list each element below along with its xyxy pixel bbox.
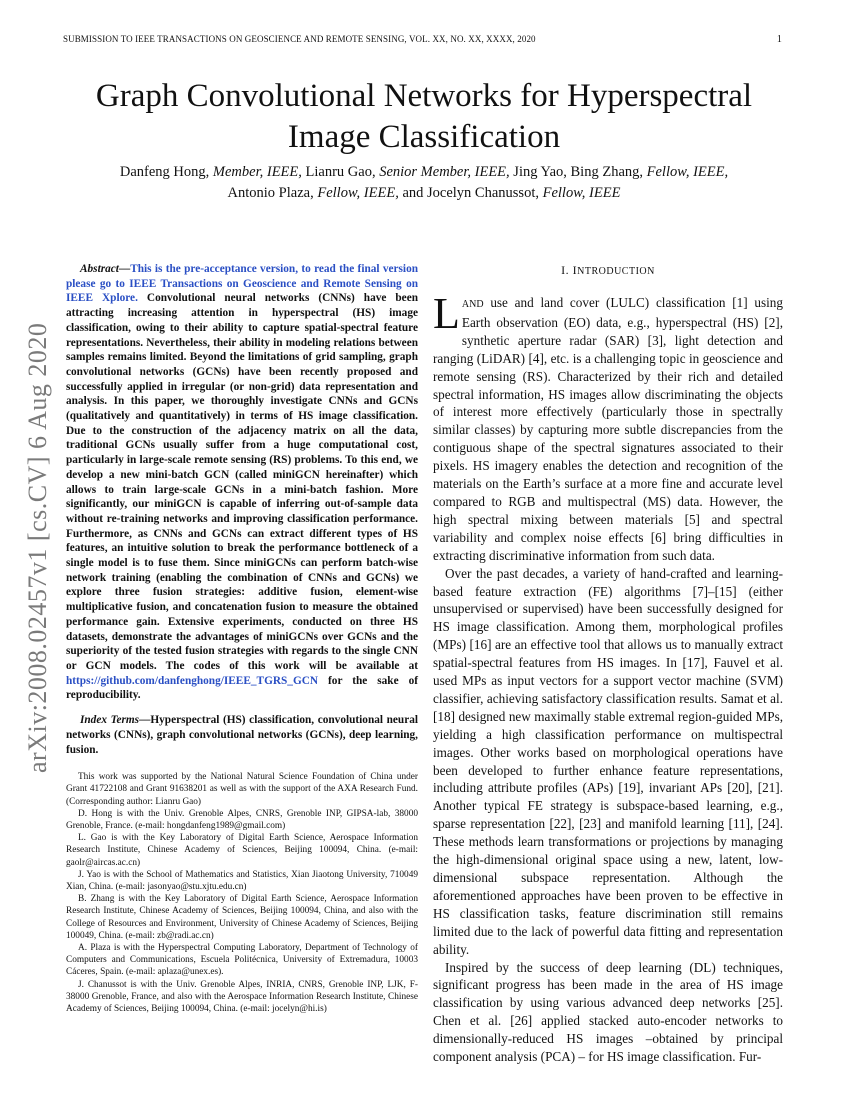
author-list	[63, 162, 785, 204]
abstract: Abstract—This is the pre-acceptance version, to read the final version please go to IEEE Transactions on Geoscience and Remote Sensing on IEEE Xplore. Convolutional neural networks (CNNs) have been attracting increasing attention in hyperspectral (HS) image classification, owing to their ability to capture spatial-spectral feature representations. Nevertheless, their ability in modeling relations between samples remains limited. Beyond the limitations of grid sampling, graph convolutional networks (GCNs) have been recently proposed and successfully applied in irregular (or non-grid) data representation and analysis. In this paper, we thoroughly investigate CNNs and GCNs (qualitatively and quantitatively) in terms of HS image classification. Due to the construction of the adjacency matrix on all the data, traditional GCNs usually suffer from a huge computational cost, particularly in large-scale remote sensing (RS) problems. To this end, we develop a new mini-batch GCN (called miniGCN hereinafter) which allows to train large-scale GCNs in a mini-batch fashion. More significantly, our miniGCN is capable of inferring out-of-sample data without re-training networks and improving classification performance. Furthermore, as CNNs and GCNs can extract different types of HS features, an intuitive solution to break the performance bottleneck of a single model is to fuse them. Since miniGCNs can perform batch-wise network training (enabling the combination of CNNs and GCNs) we explore three fusion strategies: additive fusion, element-wise multiplicative fusion, and concatenation fusion to measure the obtained performance gain. Extensive experiments, conducted on three HS datasets, demonstrate the advantages of miniGCNs over GCNs and the superiority of the tested fusion strategies with regards to the single CNN or GCN models. The codes of this work will be available at https://github.com/danfenghong/IEEE_TGRS_GCN for the sake of reproducibility.	[66, 263, 418, 702]
intro-paragraph-3: Inspired by the success of deep learning (DL) techniques, significant progress has been made in the area of HS image classification by using various advanced deep networks [25]. Chen et al. [26] applied stacked auto-encoder networks to dimensionally-reduced HS images –obtained by principal component analysis (PCA) – for HS image classification. Fur-	[433, 959, 783, 1065]
footnote-chanussot: J. Chanussot is with the Univ. Grenoble Alpes, INRIA, CNRS, Grenoble INP, LJK, F-38000 Grenoble, France, and also with the Aerospace Information Research Institute, Chinese Academy of Sciences, Beijing 100094, China. (e-mail: jocelyn@hi.is)	[66, 979, 418, 1015]
authors-line-2: Antonio Plaza, Fellow, IEEE, and Jocelyn Chanussot, Fellow, IEEE	[227, 185, 621, 201]
footnote-yao: J. Yao is with the School of Mathematics and Statistics, Xian Jiaotong University, 710049 Xian, China. (e-mail: jasonyao@stu.xjtu.edu.cn)	[66, 869, 418, 893]
section-heading-introduction: I. INTRODUCTION	[561, 263, 655, 277]
paper-title	[63, 76, 785, 158]
page-number: 1	[776, 34, 782, 45]
title-line-1: Graph Convolutional Networks for Hyperspectral	[95, 78, 753, 114]
footnotes	[66, 771, 418, 1015]
left-column	[66, 262, 418, 1015]
footnote-plaza: A. Plaza is with the Hyperspectral Computing Laboratory, Department of Technology of Computers and Communications, Escuela Politécnica, University of Extremadura, 10003 Cáceres, Spain. (e-mail: aplaza@unex.es).	[66, 943, 418, 978]
footnote-hong: D. Hong is with the Univ. Grenoble Alpes, CNRS, Grenoble INP, GIPSA-lab, 38000 Grenoble, France. (e-mail: hongdanfeng1989@gmail.com)	[66, 808, 418, 832]
footnote-funding: This work was supported by the National Natural Science Foundation of China under Grant 41722108 and Grant 91638201 as well as with the support of the AXA Research Fund. (Corresponding author: Lianru Gao)	[66, 772, 418, 807]
index-terms-body: Hyperspectral (HS) classification, convolutional neural networks (CNNs), graph convolutional networks (GCNs), deep learning, fusion.	[66, 714, 418, 756]
footnote-gao: L. Gao is with the Key Laboratory of Digital Earth Science, Aerospace Information Research Institute, Chinese Academy of Sciences, Beijing 100094, China. (e-mail: gaolr@aircas.ac.cn)	[66, 833, 418, 868]
drop-cap: L	[433, 289, 460, 338]
authors-line-1: Danfeng Hong, Member, IEEE, Lianru Gao, Senior Member, IEEE, Jing Yao, Bing Zhang, Fellow, IEEE,	[119, 164, 729, 180]
index-terms-label: Index Terms	[80, 714, 140, 727]
running-header: SUBMISSION TO IEEE TRANSACTIONS ON GEOSCIENCE AND REMOTE SENSING, VOL. XX, NO. XX, XXXX, 2020	[63, 34, 536, 44]
abstract-body: Convolutional neural networks (CNNs) have been attracting increasing attention in hyperspectral (HS) image classification, owing to their ability to capture spatial-spectral feature representations. Nevertheless, their ability in modeling relations between samples remains limited. Beyond the limitations of grid sampling, graph convolutional networks (GCNs) have been recently proposed and successfully applied in irregular (or non-grid) data representation and analysis. In this paper, we thoroughly investigate CNNs and GCNs (qualitatively and quantitatively) in terms of HS image classification. Due to the construction of the adjacency matrix on all the data, traditional GCNs usually suffer from a huge computational cost, particularly in large-scale remote sensing (RS) problems. To this end, we develop a new mini-batch GCN (called miniGCN hereinafter) which allows to train large-scale GCNs in a mini-batch fashion. More significantly, our miniGCN is capable of inferring out-of-sample data without re-training networks and improving classification performance. Furthermore, as CNNs and GCNs can extract different types of HS features, an intuitive solution to break the performance bottleneck of a single model is to fuse them. Since miniGCNs can perform batch-wise network training (enabling the combination of CNNs and GCNs) we explore three fusion strategies: additive fusion, element-wise multiplicative fusion, and concatenation fusion to measure the obtained performance gain. Extensive experiments, conducted on three HS datasets, demonstrate the advantages of miniGCNs over GCNs and the superiority of the tested fusion strategies with regards to the single CNN or GCN models. The codes of this work will be available at	[66, 292, 418, 672]
intro-paragraph-1: LAND use and land cover (LULC) classification [1] using Earth observation (EO) data, e.g., hyperspectral (HS) [2], synthetic aperture radar (SAR) [3], light detection and ranging (LiDAR) [4], etc. is a challenging topic in geoscience and remote sensing (RS). Characterized by their rich and detailed spectral information, HS images allow discriminating the objects of interest more effectively (particularly those in spectrally similar classes) by capturing more subtle discrepancies from the contiguous shape of the spectral signatures associated to their pixels. HS imagery enables the detection and recognition of the materials on the Earth’s surface at a more fine and accurate level compared to RGB and multispectral (MS) data. However, the high spectral mixing between materials [5] and spectral variability and complex noise effects [6] bring difficulties in extracting discriminative information from such data.	[433, 289, 783, 563]
title-line-2: Image Classification	[287, 119, 561, 155]
arxiv-stamp: arXiv:2008.02457v1 [cs.CV] 6 Aug 2020	[23, 322, 52, 773]
right-column	[433, 262, 783, 1066]
index-terms: Index Terms—Hyperspectral (HS) classification, convolutional neural networks (CNNs), graph convolutional networks (GCNs), deep learning, fusion.	[66, 714, 418, 756]
abstract-label: Abstract	[80, 263, 119, 275]
intro-paragraph-2: Over the past decades, a variety of hand-crafted and learning-based feature extraction (FE) algorithms [7]–[15] (either unsupervised or supervised) have been successfully designed for HS image classification. Among them, morphological profiles (MPs) [16] are an effective tool that allows us to manually extract spatial-spectral features from HS images. In [17], Fauvel et al. used MPs as input vectors for a support vector machine (SVM) classifier, achieving satisfactory classification results. Samat et al. [18] designed new maximally stable extremal region-guided MPs, yielding a high classification performance on multispectral images. Other works based on morphological operations have been developed to further enhance feature representations, including attribute profiles (APs) [19], invariant APs [20], [21]. Another typical FE strategy is subspace-based learning, e.g., sparse representation [22], [23] and manifold learning [11], [24]. These methods learn transformations or projections by managing the high-dimensional original space using a new, latent, low-dimensional subspace representation. Although the aforementioned approaches have been proven to be effective in HS classification tasks, feature discrimination still remains limited due to the lack of powerful data fitting and representation ability.	[433, 565, 783, 957]
footnote-zhang: B. Zhang is with the Key Laboratory of Digital Earth Science, Aerospace Information Research Institute, Chinese Academy of Sciences, Beijing 100094, China, and also with the College of Resources and Environment, University of Chinese Academy of Sciences, Beijing 100049, China. (e-mail: zb@radi.ac.cn)	[66, 894, 418, 941]
github-link[interactable]: https://github.com/danfenghong/IEEE_TGRS_GCN	[66, 674, 319, 687]
preacceptance-notice-link[interactable]: This is the pre-acceptance version, to read the final version please go to IEEE Transactions on Geoscience and Remote Sensing on IEEE Xplore.	[66, 263, 418, 305]
